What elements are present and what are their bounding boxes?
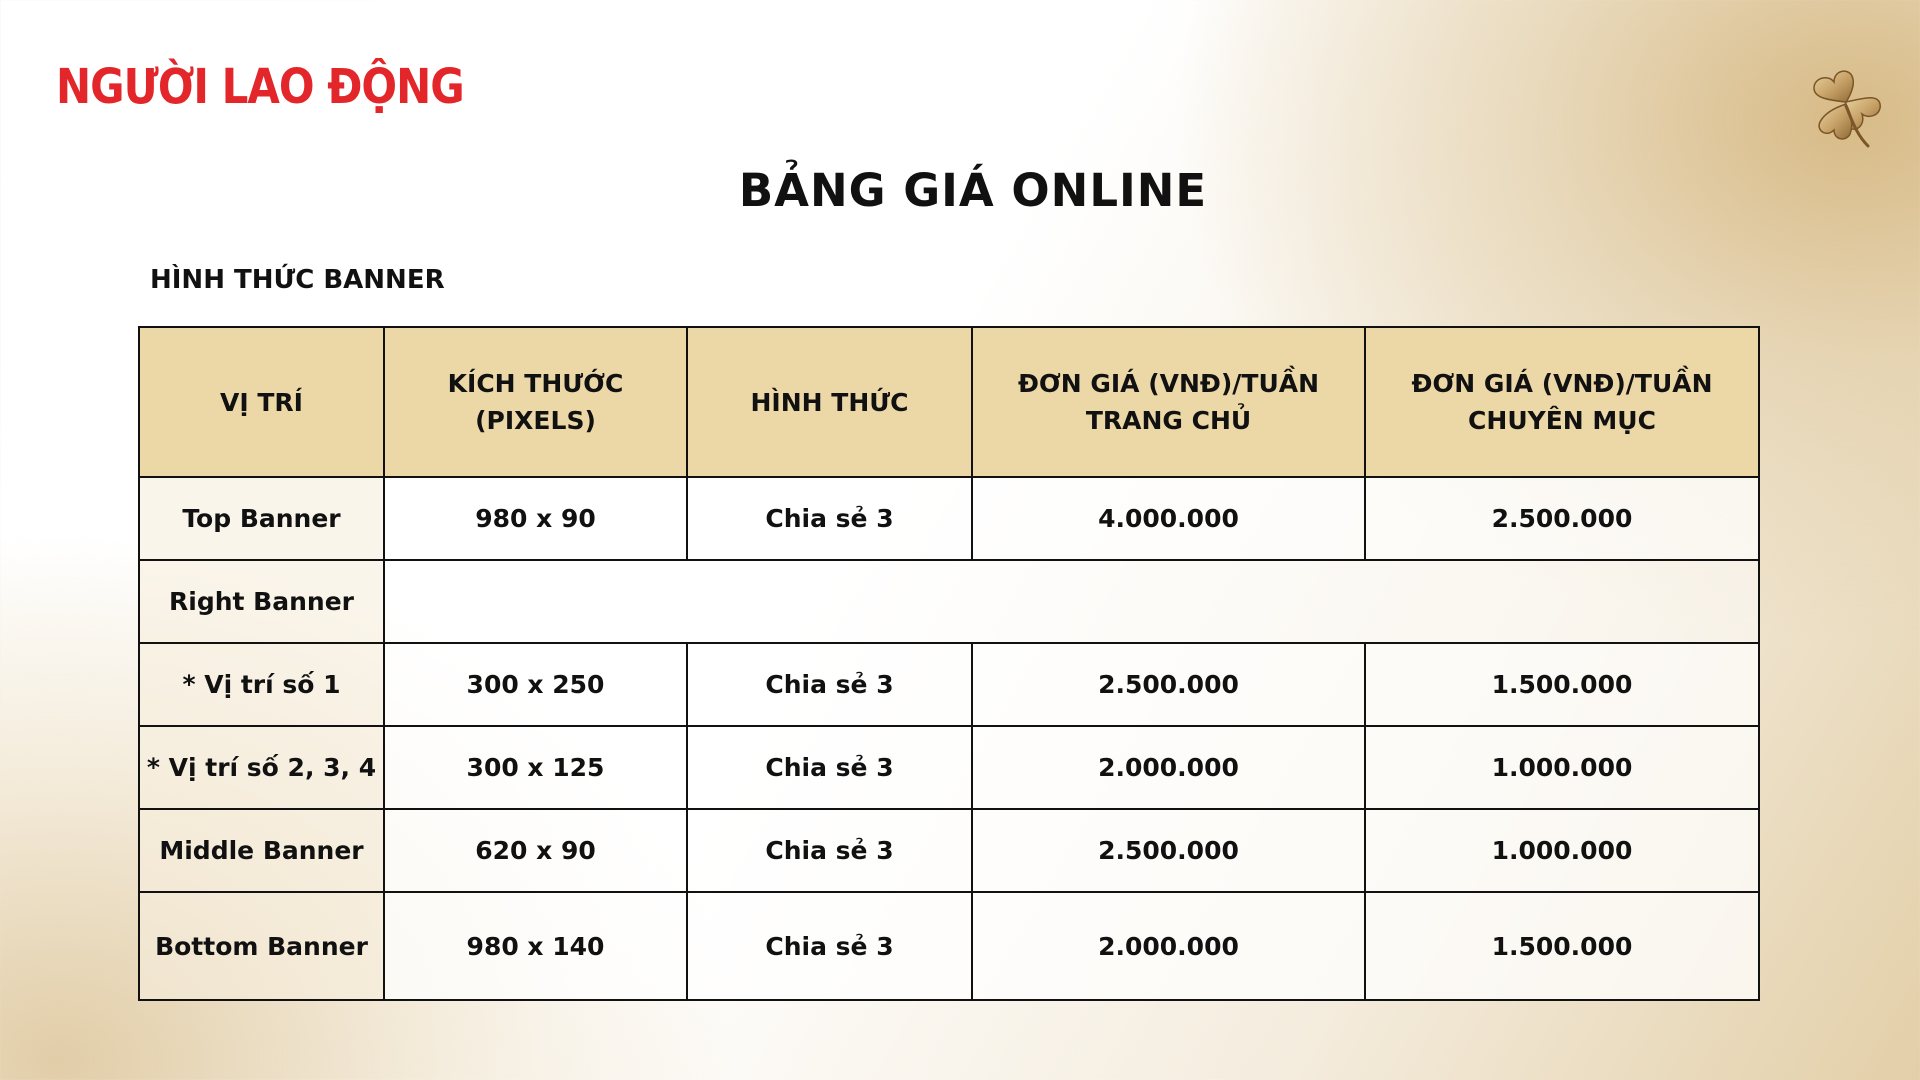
price-table	[138, 326, 1760, 1001]
cell-format: Chia sẻ 3	[687, 726, 972, 809]
cell-position: Right Banner	[139, 560, 384, 643]
cell-size: 300 x 125	[384, 726, 687, 809]
table-row	[139, 643, 1759, 726]
cell-position: Middle Banner	[139, 809, 384, 892]
column-header-price-category: ĐƠN GIÁ (VNĐ)/TUẦN CHUYÊN MỤC	[1365, 327, 1759, 477]
column-header-size: KÍCH THƯỚC (PIXELS)	[384, 327, 687, 477]
cell-position: Top Banner	[139, 477, 384, 560]
cell-price-homepage: 2.500.000	[972, 809, 1365, 892]
table-row	[139, 560, 1759, 643]
cell-size: 620 x 90	[384, 809, 687, 892]
cell-format: Chia sẻ 3	[687, 643, 972, 726]
cell-price-category: 1.500.000	[1365, 892, 1759, 1000]
cell-price-homepage: 2.500.000	[972, 643, 1365, 726]
cell-empty-span	[384, 560, 1759, 643]
cell-price-category: 2.500.000	[1365, 477, 1759, 560]
cell-size: 980 x 140	[384, 892, 687, 1000]
cell-size: 980 x 90	[384, 477, 687, 560]
table-row	[139, 726, 1759, 809]
cell-position: * Vị trí số 1	[139, 643, 384, 726]
cell-format: Chia sẻ 3	[687, 477, 972, 560]
brand-logo: NGƯỜI LAO ĐỘNG	[56, 58, 464, 115]
column-header-position: VỊ TRÍ	[139, 327, 384, 477]
cell-price-category: 1.000.000	[1365, 726, 1759, 809]
table-row	[139, 809, 1759, 892]
cell-price-homepage: 2.000.000	[972, 892, 1365, 1000]
cell-position: Bottom Banner	[139, 892, 384, 1000]
cell-price-category: 1.500.000	[1365, 643, 1759, 726]
cell-position: * Vị trí số 2, 3, 4	[139, 726, 384, 809]
four-leaf-clover-icon	[1798, 64, 1894, 150]
column-header-format: HÌNH THỨC	[687, 327, 972, 477]
cell-format: Chia sẻ 3	[687, 809, 972, 892]
cell-format: Chia sẻ 3	[687, 892, 972, 1000]
section-title: HÌNH THỨC BANNER	[150, 265, 445, 295]
cell-price-homepage: 4.000.000	[972, 477, 1365, 560]
cell-price-category: 1.000.000	[1365, 809, 1759, 892]
cell-size: 300 x 250	[384, 643, 687, 726]
column-header-price-homepage: ĐƠN GIÁ (VNĐ)/TUẦN TRANG CHỦ	[972, 327, 1365, 477]
cell-price-homepage: 2.000.000	[972, 726, 1365, 809]
page-title: BẢNG GIÁ ONLINE	[738, 164, 1208, 217]
table-row	[139, 477, 1759, 560]
table-header-row	[139, 327, 1759, 477]
table-row	[139, 892, 1759, 1000]
